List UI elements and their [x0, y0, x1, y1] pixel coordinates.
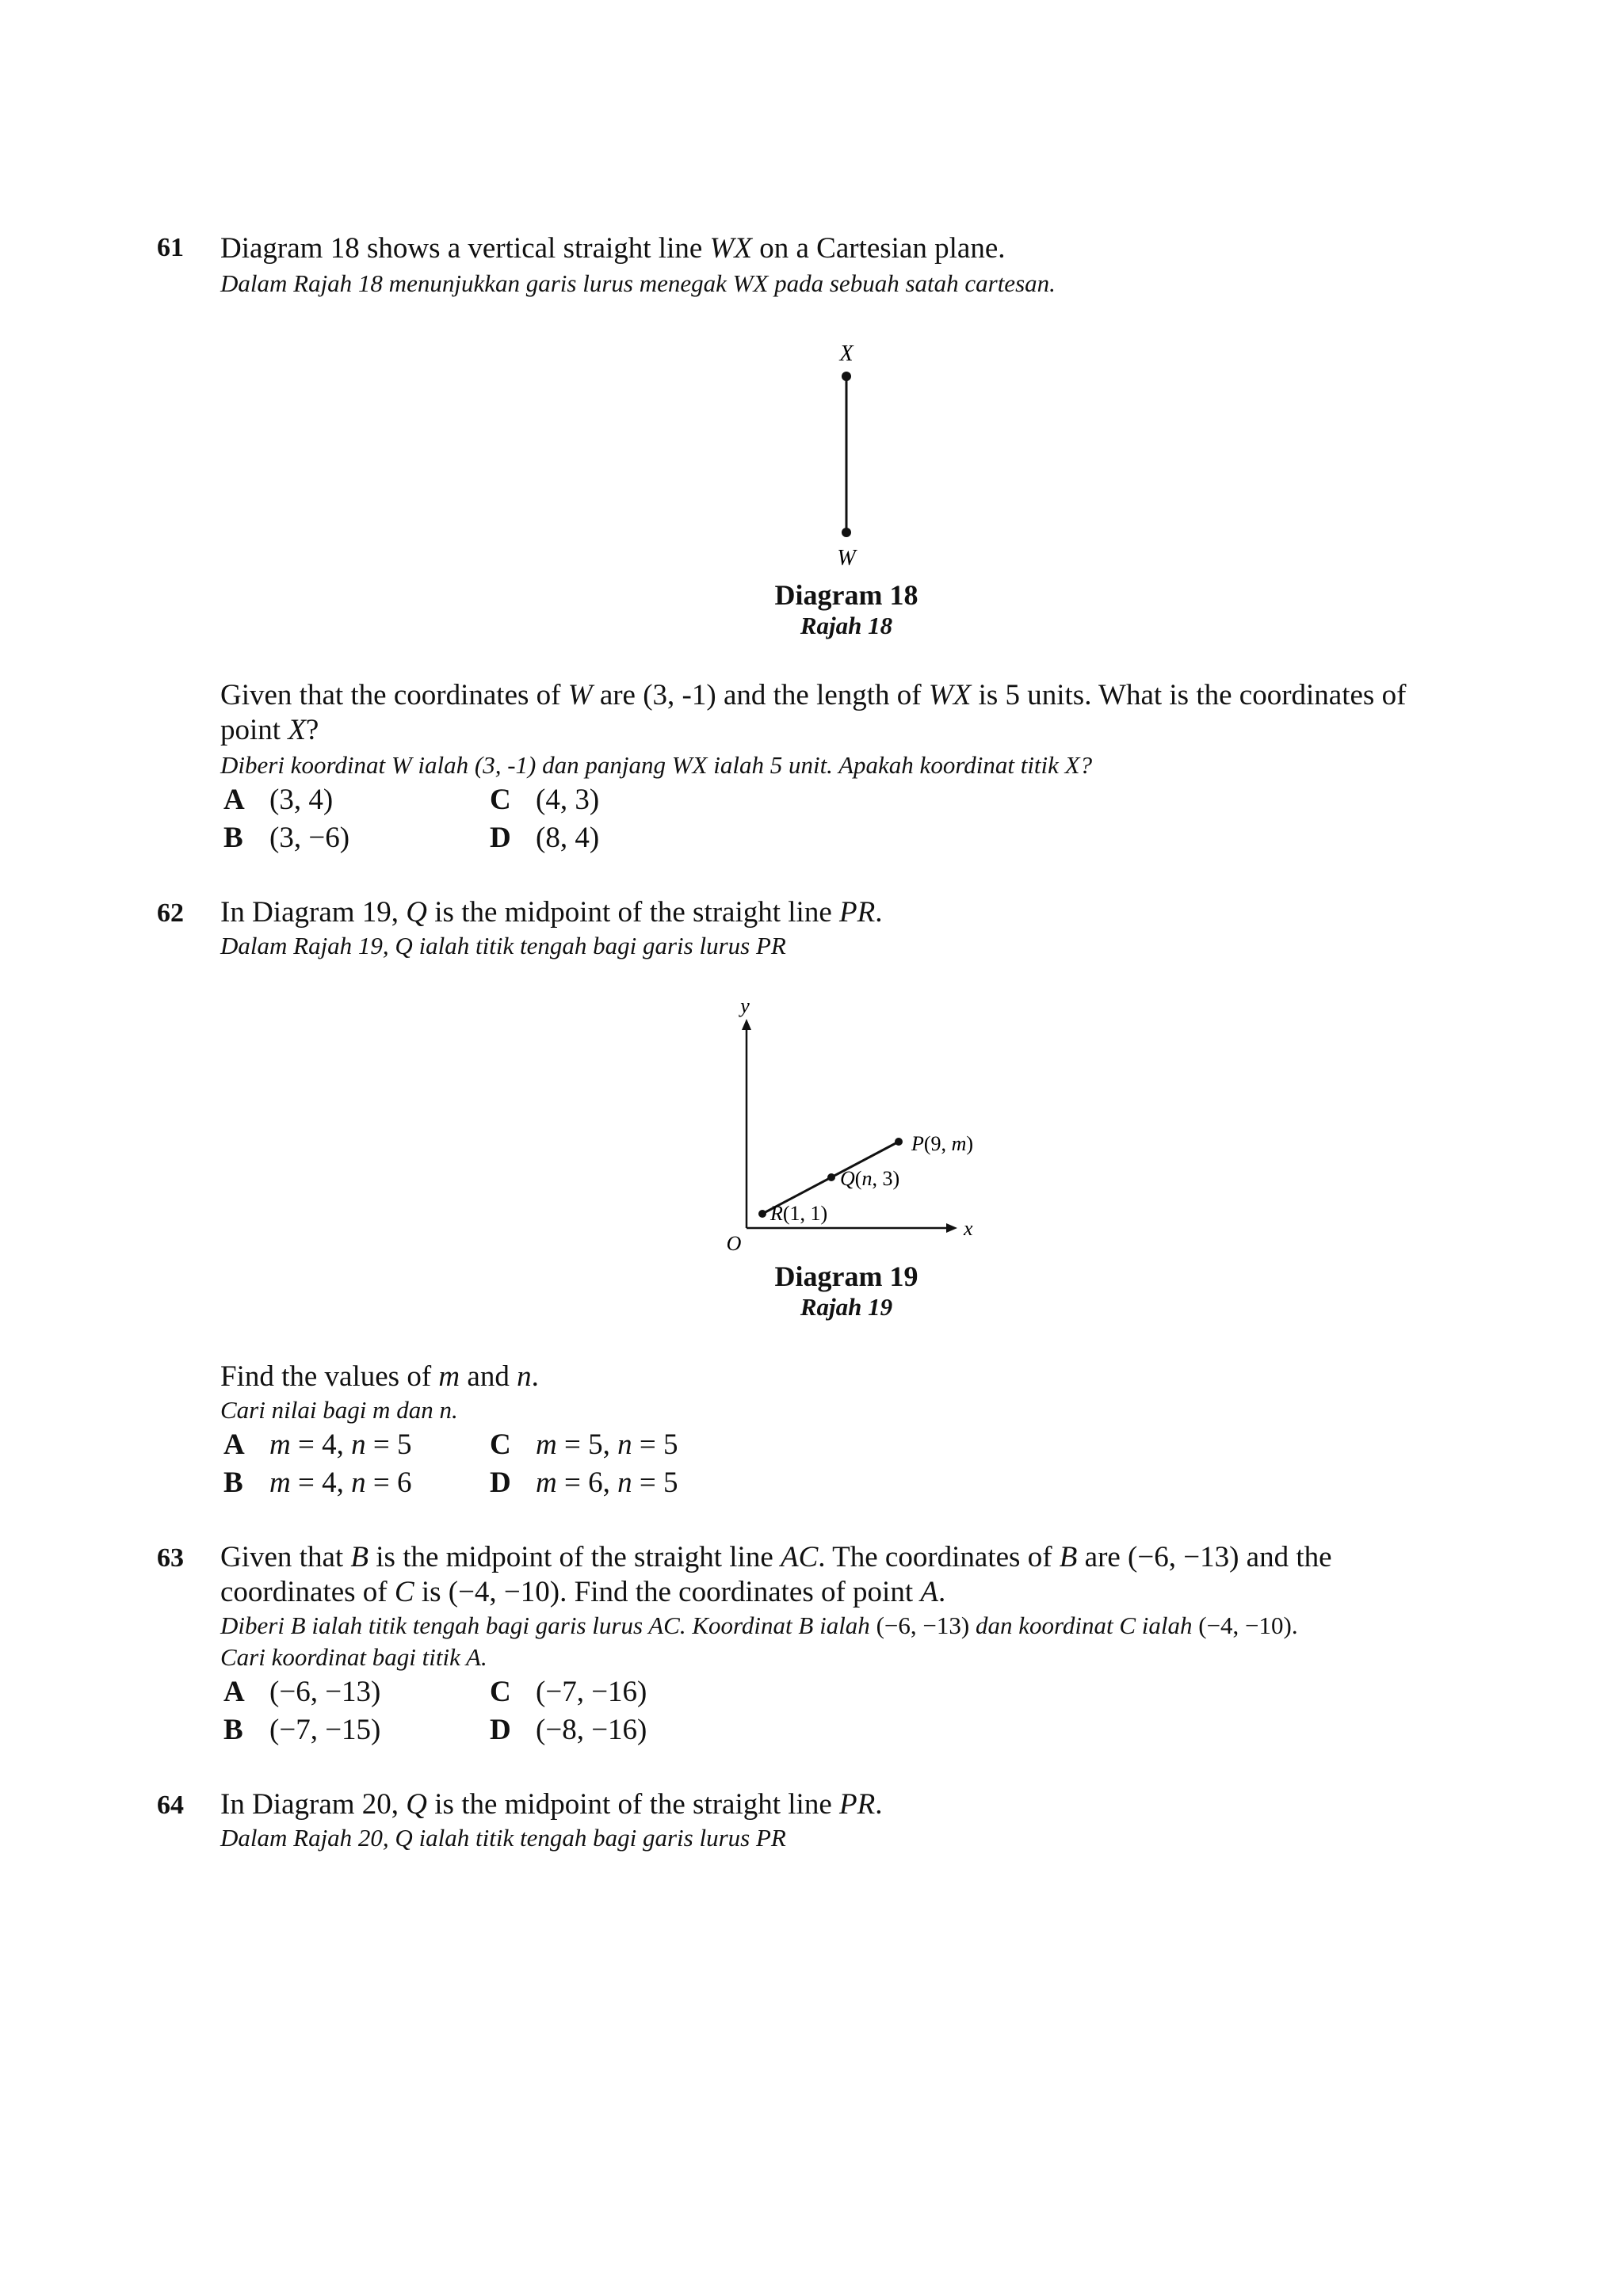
question-stem: Given that B is the midpoint of the straight line AC. The coordinates of B are (−6, −13) and the: [220, 1541, 1332, 1573]
question-stem-cont: coordinates of C is (−4, −10). Find the coordinates of point A.: [220, 1576, 946, 1608]
question-stem-malay: Dalam Rajah 19, Q ialah titik tengah bagi garis lurus PR: [220, 932, 786, 959]
diagram-subtitle: Rajah 18: [800, 612, 893, 639]
point-w: [842, 528, 851, 537]
question-stem-malay: Dalam Rajah 20, Q ialah titik tengah bagi garis lurus PR: [220, 1824, 786, 1852]
option-b[interactable]: B (3, −6): [223, 822, 350, 854]
question-number: 63: [157, 1543, 184, 1573]
option-a[interactable]: A (−6, −13): [223, 1676, 381, 1708]
point-label-w: W: [837, 546, 856, 570]
option-d[interactable]: D (8, 4): [490, 822, 600, 854]
option-d[interactable]: D m = 6, n = 5: [490, 1466, 678, 1499]
question-stem: Diagram 18 shows a vertical straight line WX on a Cartesian plane.: [220, 232, 1006, 265]
point-r: [758, 1210, 766, 1218]
question-stem: In Diagram 20, Q is the midpoint of the straight line PR.: [220, 1788, 883, 1821]
option-d[interactable]: D (−8, −16): [490, 1714, 647, 1746]
option-a[interactable]: A (3, 4): [223, 784, 334, 816]
y-axis-arrow: [742, 1019, 751, 1030]
diagram-subtitle: Rajah 19: [800, 1293, 893, 1321]
axis-label-y: y: [740, 994, 750, 1017]
question-given-cont: point X?: [220, 714, 319, 746]
diagram-title: Diagram 18: [774, 579, 918, 611]
axis-label-x: x: [964, 1217, 973, 1240]
option-c[interactable]: C (4, 3): [490, 784, 600, 816]
point-label-p: P(9, m): [911, 1132, 974, 1155]
option-c[interactable]: C (−7, −16): [490, 1676, 647, 1708]
question-number: 61: [157, 233, 184, 262]
question-given-malay: Diberi koordinat W ialah (3, -1) dan panjang WX ialah 5 unit. Apakah koordinat titik X?: [220, 751, 1093, 779]
point-label-x: X: [839, 341, 854, 366]
question-stem-malay: Diberi B ialah titik tengah bagi garis lurus AC. Koordinat B ialah (−6, −13) dan koordinat C ialah (−4, −10).: [220, 1611, 1298, 1639]
diagram-19: [713, 990, 999, 1260]
option-b[interactable]: B m = 4, n = 6: [223, 1466, 412, 1499]
option-b[interactable]: B (−7, −15): [223, 1714, 381, 1746]
question-number: 64: [157, 1791, 184, 1820]
origin-label: O: [726, 1232, 742, 1255]
diagram-title: Diagram 19: [774, 1261, 918, 1292]
question-stem-malay: Dalam Rajah 18 menunjukkan garis lurus menegak WX pada sebuah satah cartesan.: [220, 269, 1056, 297]
question-stem-malay-cont: Cari koordinat bagi titik A.: [220, 1643, 487, 1671]
point-p: [895, 1138, 903, 1146]
option-a[interactable]: A m = 4, n = 5: [223, 1428, 412, 1461]
question-number: 62: [157, 898, 184, 928]
option-c[interactable]: C m = 5, n = 5: [490, 1428, 678, 1461]
point-label-q: Q(n, 3): [840, 1167, 900, 1190]
x-axis-arrow: [946, 1223, 957, 1233]
question-ask-malay: Cari nilai bagi m dan n.: [220, 1396, 458, 1424]
point-q: [827, 1173, 835, 1181]
point-x: [842, 372, 851, 381]
diagram-18: [792, 333, 903, 570]
question-ask: Find the values of m and n.: [220, 1360, 539, 1393]
point-label-r: R(1, 1): [770, 1202, 828, 1225]
question-stem: In Diagram 19, Q is the midpoint of the straight line PR.: [220, 896, 883, 929]
question-given: Given that the coordinates of W are (3, -1) and the length of WX is 5 units. What is the coordinates of: [220, 679, 1407, 711]
